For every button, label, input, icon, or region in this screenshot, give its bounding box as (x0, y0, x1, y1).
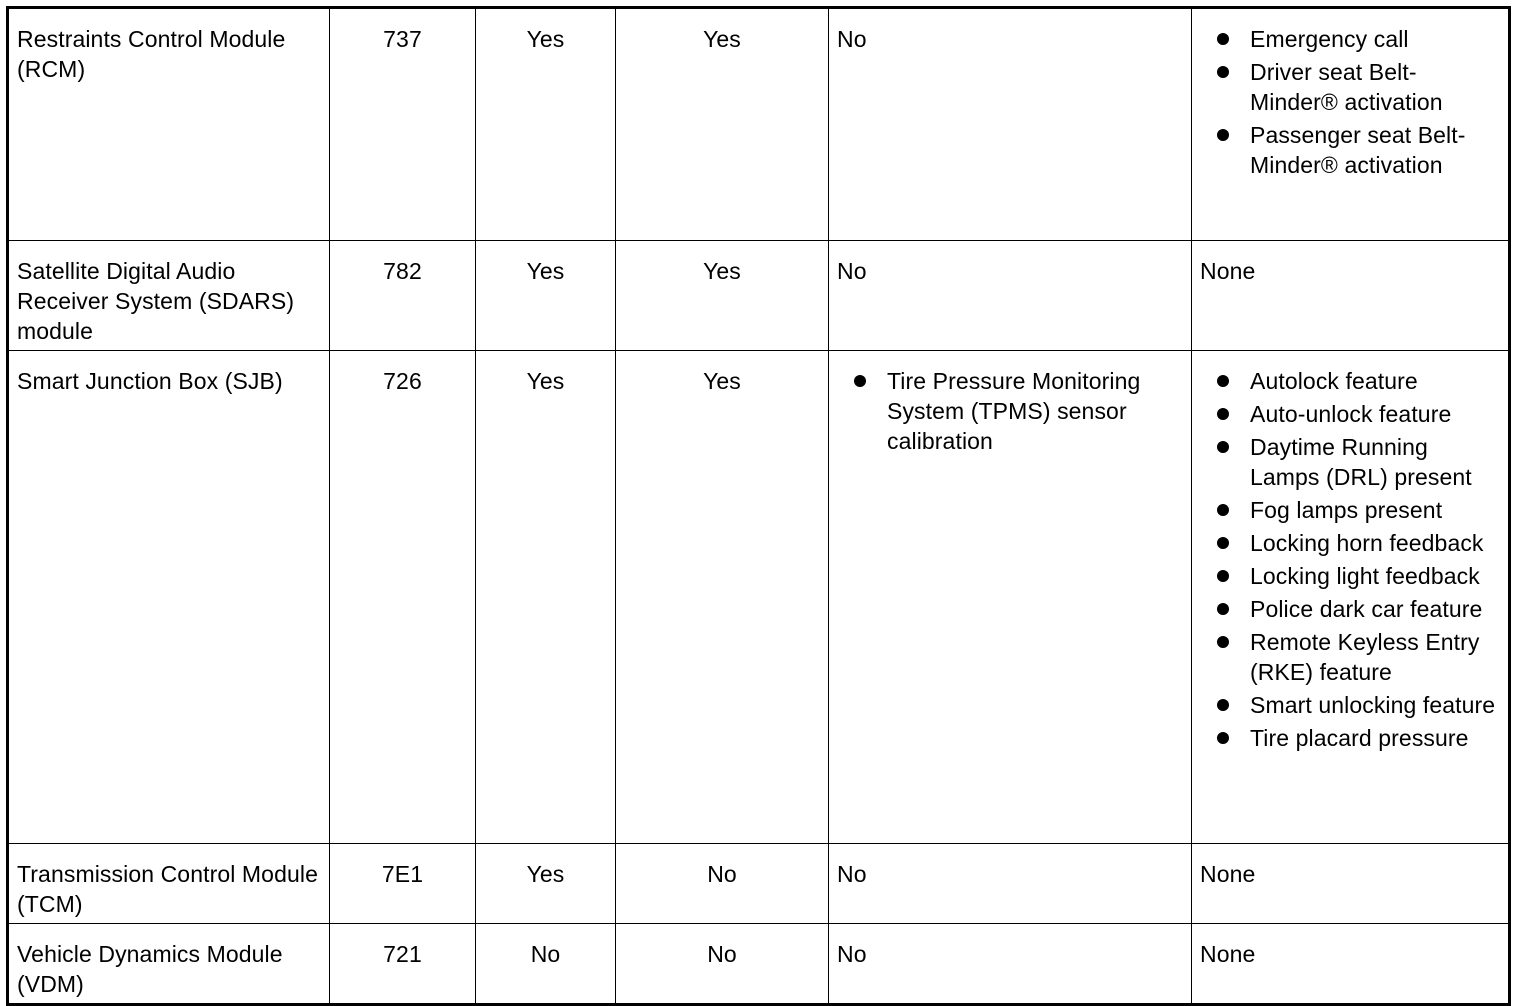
bullet-icon (1217, 441, 1229, 453)
bullet-icon (1217, 603, 1229, 615)
module-name-cell: Restraints Control Module (RCM) (8, 8, 330, 241)
col4-cell: No (616, 844, 829, 924)
module-name-cell: Transmission Control Module (TCM) (8, 844, 330, 924)
col3-cell: Yes (476, 241, 616, 351)
list-item (1200, 57, 1500, 117)
list-item (1200, 690, 1500, 720)
col5-cell: No (829, 924, 1192, 1005)
col6-cell: None (1192, 241, 1510, 351)
bullet-icon (1217, 570, 1229, 582)
feature-list (1200, 366, 1500, 753)
list-item-text: Smart unlocking feature (1250, 692, 1496, 718)
col3-cell: Yes (476, 351, 616, 844)
list-item-text: Auto-unlock feature (1250, 401, 1452, 427)
list-item (1200, 120, 1500, 180)
module-name-cell: Smart Junction Box (SJB) (8, 351, 330, 844)
address-cell: 726 (330, 351, 476, 844)
table-row (8, 241, 1510, 351)
col5-cell: No (829, 8, 1192, 241)
col4-cell: No (616, 924, 829, 1005)
feature-list (1200, 24, 1500, 180)
address-cell: 7E1 (330, 844, 476, 924)
list-item (1200, 432, 1500, 492)
list-item (1200, 528, 1500, 558)
bullet-icon (1217, 504, 1229, 516)
list-item (1200, 594, 1500, 624)
col6-cell (1192, 351, 1510, 844)
col6-cell: None (1192, 844, 1510, 924)
col3-cell: Yes (476, 8, 616, 241)
list-item (1200, 366, 1500, 396)
list-item (1200, 561, 1500, 591)
list-item (1200, 399, 1500, 429)
table-row (8, 351, 1510, 844)
bullet-icon (1217, 732, 1229, 744)
address-cell: 737 (330, 8, 476, 241)
list-item-text: Driver seat Belt-Minder® activation (1250, 59, 1443, 115)
module-name-cell: Vehicle Dynamics Module (VDM) (8, 924, 330, 1005)
list-item-text: Passenger seat Belt-Minder® activation (1250, 122, 1466, 178)
col5-cell: No (829, 241, 1192, 351)
col6-cell: None (1192, 924, 1510, 1005)
table-row (8, 924, 1510, 1005)
table-row (8, 844, 1510, 924)
list-item-text: Remote Keyless Entry (RKE) feature (1250, 629, 1480, 685)
address-cell: 721 (330, 924, 476, 1005)
list-item-text: Fog lamps present (1250, 497, 1443, 523)
feature-list (837, 366, 1183, 456)
col3-cell: Yes (476, 844, 616, 924)
bullet-icon (1217, 537, 1229, 549)
list-item (1200, 24, 1500, 54)
col4-cell: Yes (616, 241, 829, 351)
bullet-icon (854, 375, 866, 387)
col5-cell (829, 351, 1192, 844)
col6-cell (1192, 8, 1510, 241)
bullet-icon (1217, 33, 1229, 45)
col4-cell: Yes (616, 351, 829, 844)
module-name-cell: Satellite Digital Audio Receiver System (SDARS) module (8, 241, 330, 351)
col4-cell: Yes (616, 8, 829, 241)
list-item-text: Tire Pressure Monitoring System (TPMS) sensor calibration (887, 368, 1141, 454)
col5-cell: No (829, 844, 1192, 924)
list-item-text: Autolock feature (1250, 368, 1418, 394)
list-item-text: Daytime Running Lamps (DRL) present (1250, 434, 1472, 490)
bullet-icon (1217, 408, 1229, 420)
col3-cell: No (476, 924, 616, 1005)
list-item-text: Locking horn feedback (1250, 530, 1484, 556)
list-item (1200, 495, 1500, 525)
list-item-text: Locking light feedback (1250, 563, 1480, 589)
address-cell: 782 (330, 241, 476, 351)
list-item-text: Tire placard pressure (1250, 725, 1469, 751)
bullet-icon (1217, 66, 1229, 78)
list-item-text: Emergency call (1250, 26, 1409, 52)
list-item-text: Police dark car feature (1250, 596, 1483, 622)
bullet-icon (1217, 636, 1229, 648)
bullet-icon (1217, 699, 1229, 711)
module-table (6, 6, 1511, 1006)
list-item (837, 366, 1183, 456)
list-item (1200, 627, 1500, 687)
list-item (1200, 723, 1500, 753)
bullet-icon (1217, 129, 1229, 141)
bullet-icon (1217, 375, 1229, 387)
table-row (8, 8, 1510, 241)
